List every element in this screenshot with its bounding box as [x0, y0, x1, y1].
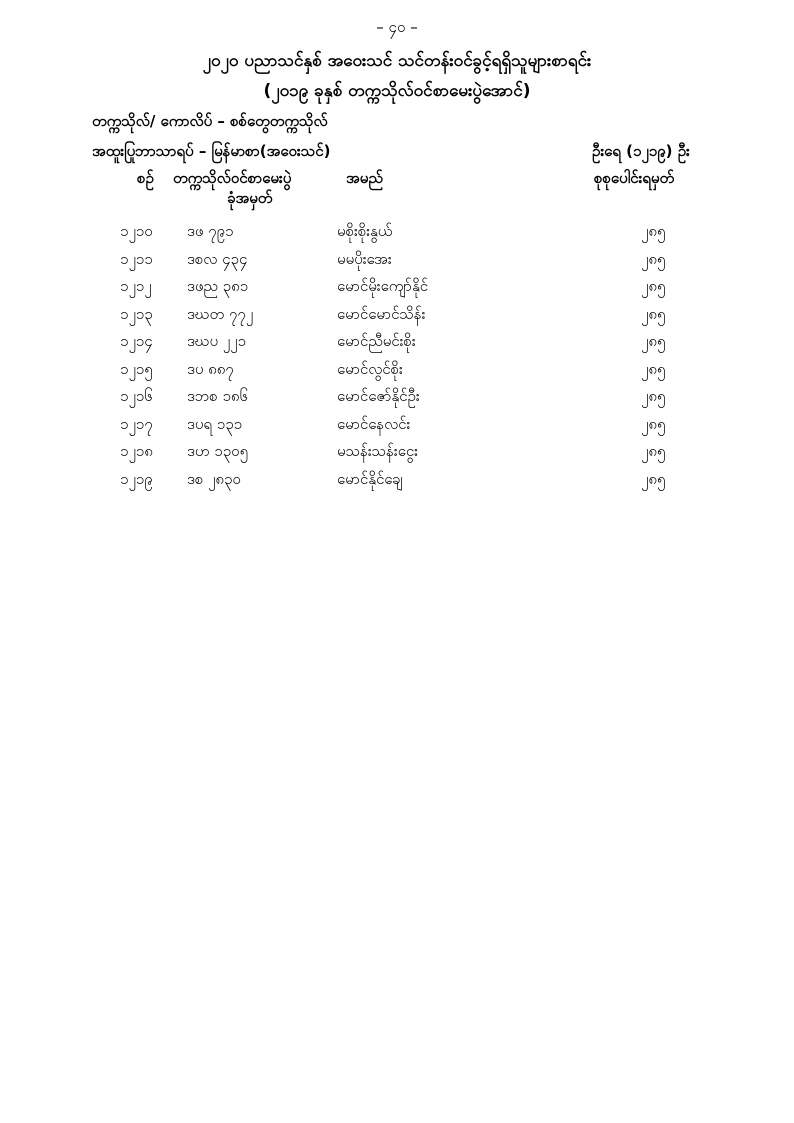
name-cell: မောင်ဇော်နိုင်ဦး [337, 387, 420, 405]
roll-number-cell: ဒဟ ၁၃၀၅ [187, 442, 249, 460]
roll-number-cell: ဒဖည ၃၈၁ [187, 277, 249, 295]
serial-cell: ၁၂၁၁ [120, 249, 153, 268]
roll-number-cell: ဒပရ ၁၃၁ [187, 414, 243, 433]
serial-cell: ၁၂၁၈ [120, 442, 153, 460]
score-cell: ၂၈၅ [641, 414, 666, 433]
table-row [0, 387, 794, 415]
table-row [0, 415, 794, 443]
score-cell: ၂၈၅ [641, 359, 666, 378]
name-cell: မောင်နိုင်ချေ [337, 469, 403, 488]
score-cell: ၂၈၅ [641, 332, 666, 350]
table-row [0, 470, 794, 498]
total-count-label: ဦးရေ (၁၂၁၉) ဦး [592, 142, 690, 160]
document-title: ၂၀၂၀ ပညာသင်နှစ် အဝေးသင် သင်တန်းဝင်ခွင့်ရရှိသူများစာရင်း [202, 51, 592, 71]
page-number: – ၄၀ – [376, 18, 418, 36]
score-cell: ၂၈၅ [641, 222, 666, 240]
roll-number-cell: ဒစလ ၄၃၄ [187, 249, 248, 268]
table-row [0, 277, 794, 305]
score-cell: ၂၈၅ [641, 304, 666, 323]
roll-number-cell: ဒဖ ၇၉၁ [187, 222, 234, 240]
university-label: တက္ကသိုလ်/ ကောလိပ် – စစ်တွေတက္ကသိုလ် [92, 112, 328, 130]
score-cell: ၂၈၅ [641, 277, 666, 295]
serial-cell: ၁၂၁၉ [120, 469, 153, 488]
serial-cell: ၁၂၁၂ [120, 277, 152, 295]
score-cell: ၂၈၅ [641, 469, 666, 488]
column-header-exam: တက္ကသိုလ်ဝင်စာမေးပွဲ [173, 169, 292, 187]
column-header-serial: စဉ် [137, 169, 154, 187]
serial-cell: ၁၂၁၆ [120, 387, 153, 405]
roll-number-cell: ဒပ ၈၈၇ [187, 359, 234, 378]
serial-cell: ၁၂၁၃ [120, 304, 153, 323]
roll-number-cell: ဒဃပ ၂၂၁ [187, 332, 246, 350]
score-cell: ၂၈၅ [641, 249, 666, 268]
column-header-name: အမည် [346, 169, 383, 187]
serial-cell: ၁၂၁၄ [120, 332, 153, 350]
name-cell: မစိုးစိုးနွယ် [337, 222, 393, 240]
document-subtitle: (၂၀၁၉ ခုနှစ် တက္ကသိုလ်ဝင်စာမေးပွဲအောင်) [263, 81, 531, 101]
name-cell: မောင်ညီမင်းစိုး [337, 332, 416, 350]
name-cell: မောင်မိုးကျော်နိုင် [337, 277, 429, 295]
major-subject-label: အထူးပြုဘာသာရပ် – မြန်မာစာ(အဝေးသင်) [92, 142, 331, 160]
roll-number-cell: ဒဃတ ၇၇၂ [187, 304, 254, 323]
name-cell: မောင်မောင်သိန်း [337, 304, 426, 323]
table-row [0, 360, 794, 388]
table-row [0, 305, 794, 333]
name-cell: မသန်းသန်းငွေး [337, 442, 418, 460]
table-row [0, 222, 794, 250]
name-cell: မမပိုးအေး [337, 249, 392, 268]
column-header-roll-number: ခုံအမှတ် [227, 189, 273, 207]
score-cell: ၂၈၅ [641, 387, 666, 405]
column-header-total-score: စုစုပေါင်းရမှတ် [594, 169, 675, 187]
serial-cell: ၁၂၁၇ [120, 414, 153, 433]
roll-number-cell: ဒစ ၂၈၃၀ [187, 469, 241, 488]
name-cell: မောင်နေလင်း [337, 414, 411, 433]
table-row [0, 250, 794, 278]
name-cell: မောင်လွင်စိုး [337, 359, 403, 378]
serial-cell: ၁၂၁၅ [120, 359, 153, 378]
score-cell: ၂၈၅ [641, 442, 666, 460]
table-row [0, 332, 794, 360]
roll-number-cell: ဒဘစ ၁၈၆ [187, 387, 248, 405]
table-row [0, 442, 794, 470]
results-table-body [0, 222, 794, 497]
serial-cell: ၁၂၁၀ [120, 222, 153, 240]
